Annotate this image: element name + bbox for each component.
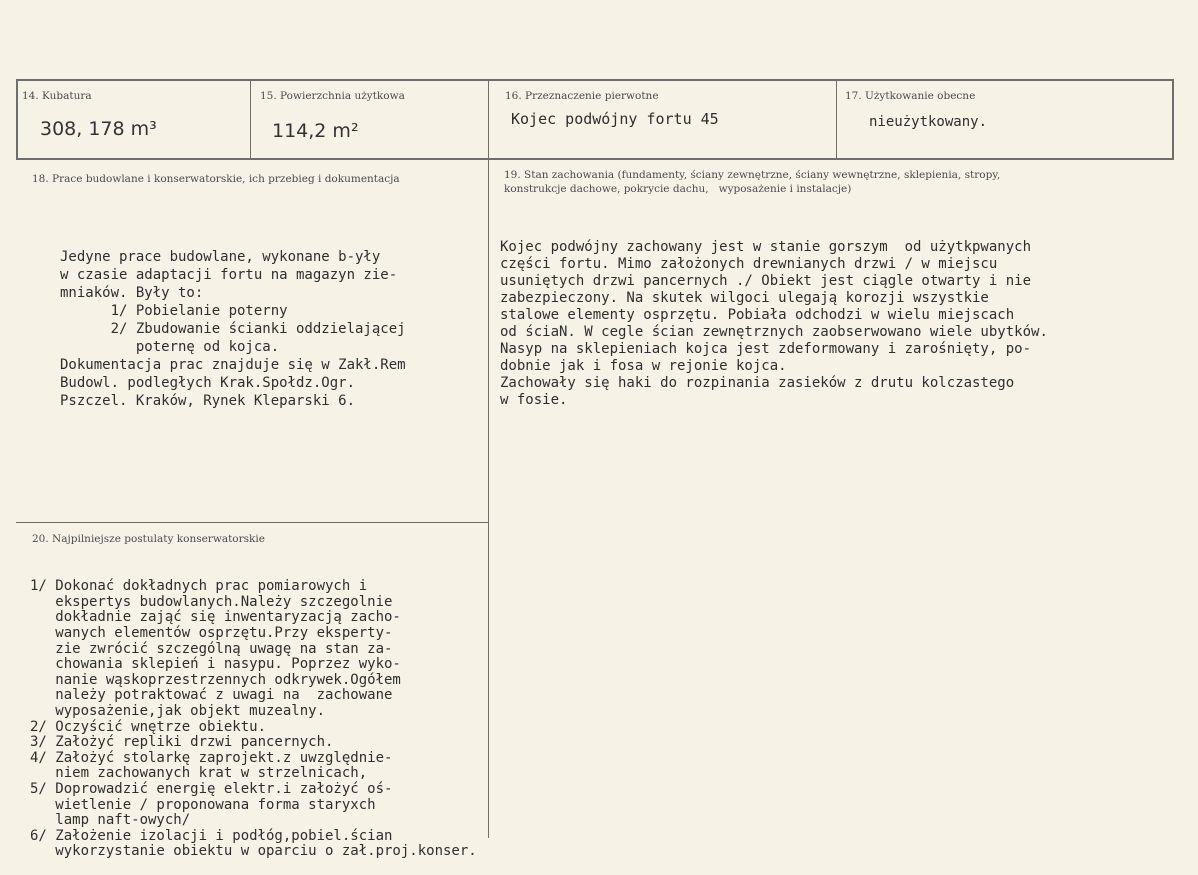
text-line: usuniętych drzwi pancernych ./ Obiekt jest ciągle otwarty i nie <box>500 273 1032 289</box>
text-line: 1/ Dokonać dokładnych prac pomiarowych i <box>30 578 368 595</box>
field-15-label: 15. Powierzchnia użytkowa <box>260 90 405 102</box>
text-line: stalowe elementy osprzętu. Pobiała odchodzi w wielu miejscach <box>500 307 1015 323</box>
text-line: poternę od kojca. <box>60 339 280 355</box>
text-line: części fortu. Mimo założonych drewnianych drzwi / w miejscu <box>500 256 998 272</box>
text-line: zie zwrócić szczególną uwagę na stan za- <box>30 640 393 657</box>
top-rule <box>16 79 1174 81</box>
field-18-label: 18. Prace budowlane i konserwatorskie, ich przebieg i dokumentacja <box>32 173 400 185</box>
field-19-label-line: 19. Stan zachowania (fundamenty, ściany zewnętrzne, ściany wewnętrzne, sklepienia, stropy, <box>504 169 1001 181</box>
text-line: lamp naft-owych/ <box>30 812 191 829</box>
field-20-text <box>30 548 477 875</box>
text-line: dokładnie zająć się inwentaryzacją zacho- <box>30 609 401 626</box>
text-line: Dokumentacja prac znajduje się w Zakł.Rem <box>60 357 406 373</box>
field-16-label: 16. Przeznaczenie pierwotne <box>505 90 659 102</box>
text-line: 2/ Zbudowanie ścianki oddzielającej <box>60 321 406 337</box>
text-line: 6/ Założenie izolacji i podłóg,pobiel.ścian <box>30 827 393 844</box>
field-20-label: 20. Najpilniejsze postulaty konserwatorskie <box>32 533 265 545</box>
text-line: w czasie adaptacji fortu na magazyn zie- <box>60 267 398 283</box>
field-19-label-line: konstrukcje dachowe, pokrycie dachu, wyposażenie i instalacje) <box>504 183 852 195</box>
text-line: zabezpieczony. Na skutek wilgoci ulegają korozji wszystkie <box>500 290 989 306</box>
field-17-label: 17. Użytkowanie obecne <box>845 90 976 102</box>
right-border <box>1172 79 1174 160</box>
left-border <box>16 79 18 160</box>
text-line: Jedyne prace budowlane, wykonane b-yły <box>60 249 381 265</box>
divider-18-19 <box>488 158 489 838</box>
text-line: 2/ Oczyścić wnętrze obiektu. <box>30 718 267 735</box>
text-line: Nasyp na sklepieniach kojca jest zdeformowany i zarośnięty, po- <box>500 341 1032 357</box>
header-bottom-rule <box>16 158 1174 160</box>
text-line: chowania sklepień i nasypu. Poprzez wyko- <box>30 656 401 673</box>
text-line: wanych elementów osprzętu.Przy eksperty- <box>30 624 393 641</box>
text-line: w fosie. <box>500 392 568 408</box>
divider-16-17 <box>836 79 837 160</box>
text-line: niem zachowanych krat w strzelnicach, <box>30 765 368 782</box>
field-14-label: 14. Kubatura <box>22 90 92 102</box>
text-line: należy potraktować z uwagi na zachowane <box>30 687 393 704</box>
text-line: Zachowały się haki do rozpinania zasieków z drutu kolczastego <box>500 375 1015 391</box>
text-line: ekspertys budowlanych.Należy szczegolnie <box>30 593 393 610</box>
text-line: 4/ Założyć stolarkę zaprojekt.z uwzględnie- <box>30 749 393 766</box>
field-14-value: 308, 178 m³ <box>40 118 157 140</box>
text-line: Kojec podwójny zachowany jest w stanie gorszym od użytkpwanych <box>500 239 1032 255</box>
field-19-label <box>504 168 1000 196</box>
text-line: wyposażenie,jak objekt muzealny. <box>30 702 326 719</box>
field-18-text <box>60 212 406 428</box>
text-line: 5/ Doprowadzić energię elektr.i założyć oś- <box>30 780 393 797</box>
field-15-value: 114,2 m² <box>272 120 359 142</box>
text-line: nanie wąskoprzestrzennych odkrywek.Ogółem <box>30 671 401 688</box>
field-19-text <box>500 205 1048 426</box>
text-line: wietlenie / proponowana forma staryxch <box>30 796 376 813</box>
text-line: Budowl. podległych Krak.Społdz.Ogr. <box>60 375 356 391</box>
text-line: wykorzystanie obiektu w oparciu o zał.proj.konser. <box>30 843 477 860</box>
field-16-value: Kojec podwójny fortu 45 <box>511 110 719 128</box>
text-line: 1/ Pobielanie poterny <box>60 303 288 319</box>
text-line: dobnie jak i fosa w rejonie kojca. <box>500 358 787 374</box>
divider-18-20 <box>16 522 488 523</box>
text-line: od ściaN. W cegle ścian zewnętrznych zaobserwowano wiele ubytków. <box>500 324 1048 340</box>
field-17-value: nieużytkowany. <box>869 114 988 130</box>
text-line: mniaków. Były to: <box>60 285 204 301</box>
text-line: Pszczel. Kraków, Rynek Kleparski 6. <box>60 393 356 409</box>
divider-15-16 <box>488 79 489 160</box>
text-line: 3/ Założyć repliki drzwi pancernych. <box>30 734 334 751</box>
divider-14-15 <box>250 79 251 160</box>
